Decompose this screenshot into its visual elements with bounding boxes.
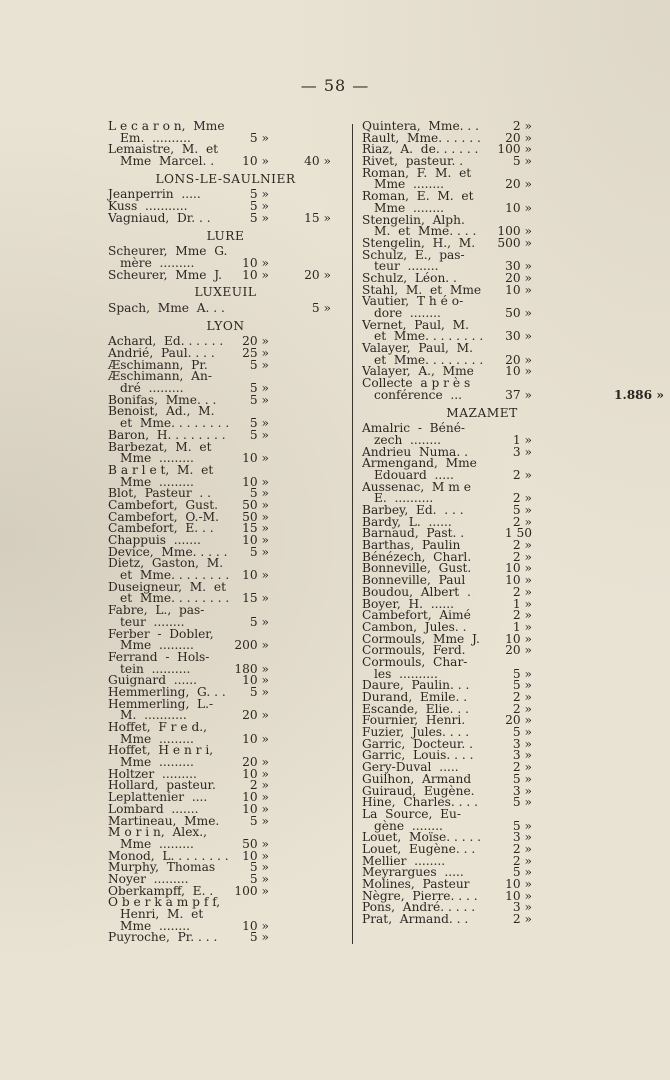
entry-name: dore ........ [374, 306, 441, 320]
list-entry [108, 932, 343, 944]
entry-name: Meyrargues ..... [362, 865, 464, 880]
entry-amount: 50 » [505, 306, 532, 320]
entry-name: M. et Mme. . . . [374, 224, 477, 239]
section-heading [108, 228, 343, 243]
entry-amount: 10 » [505, 364, 532, 379]
entry-name: Mme ......... [120, 836, 194, 851]
entry-amount: 2 » [512, 538, 532, 553]
entry-amount: 5 » [512, 865, 532, 880]
entry-name: L e c a r o n, Mme [108, 119, 225, 133]
entry-name: Bardy, L. ...... [362, 514, 452, 529]
entry-amount: 50 » [242, 836, 269, 851]
list-entry [108, 210, 343, 225]
entry-name: Cormouls, Char- [362, 654, 468, 669]
entry-amount: 5 » [249, 381, 269, 396]
entry-name: B a r l e t, M. et [108, 462, 214, 477]
entry-name: Bonneville, Gust. [362, 561, 472, 576]
entry-amount: 15 » [242, 591, 269, 606]
entry-amount: 10 » [242, 918, 269, 933]
entry-amount: 5 » [249, 860, 269, 875]
section-heading-text: LYON [206, 318, 245, 333]
entry-name: Chappuis ....... [108, 533, 201, 547]
section-heading-text: LURE [206, 228, 245, 243]
entry-name: Mme ........ [120, 918, 190, 933]
entry-amount: 10 » [242, 533, 269, 547]
entry-name: Lombard ....... [108, 801, 199, 816]
entry-amount: 30 » [505, 329, 532, 344]
entry-amount: 5 » [249, 357, 269, 372]
entry-amount: 10 » [505, 888, 532, 903]
entry-amount: 10 » [505, 631, 532, 646]
section-heading [108, 287, 343, 299]
entry-amount: 2 » [512, 912, 532, 927]
entry-amount: 20 » [242, 708, 269, 723]
entry-amount: 3 » [512, 736, 532, 751]
entry-amount: 10 » [242, 154, 269, 169]
entry-name: M o r i n, Alex., [108, 825, 208, 840]
entry-amount: 100 » [497, 224, 532, 239]
entry-name: et Mme. . . . . . . . [120, 591, 230, 606]
entry-amount: 5 » [249, 614, 269, 629]
entry-amount: 2 » [512, 701, 532, 716]
entry-name: Monod, L. . . . . . . . [108, 848, 229, 863]
entry-name: Edouard ..... [374, 467, 454, 482]
entry-name: Æschimann, An- [108, 369, 212, 384]
entry-name: Rivet, pasteur. . [362, 154, 464, 169]
entry-name: Mme ........ [374, 200, 444, 215]
entry-name: Schulz, Léon. . [362, 270, 457, 285]
entry-name: Guilhon, Armand [362, 771, 472, 786]
entry-amount: 20 » [505, 130, 532, 145]
entry-amount: 2 » [512, 690, 532, 704]
entry-name: Henri, M. et [120, 907, 204, 921]
entry-amount: 5 » [249, 684, 269, 699]
entry-name: Stengelin, H., M. [362, 235, 476, 250]
entry-name: Hine, Charles. . . . [362, 795, 478, 810]
entry-name: Æschimann, Pr. [108, 357, 208, 372]
entry-amount: 10 » [242, 766, 269, 781]
entry-name: Barnaud, Past. . [362, 526, 465, 541]
entry-name: Amalric - Béné- [362, 421, 466, 436]
entry-amount: 5 » [249, 187, 269, 202]
entry-amount: 20 » [505, 643, 532, 658]
entry-name: teur ........ [374, 259, 439, 274]
entry-amount: 2 » [512, 853, 532, 868]
entry-name: Duseigneur, M. et [108, 579, 227, 594]
entry-name: Hoffet, H e n r i, [108, 743, 214, 758]
entry-name: Boyer, H. ...... [362, 596, 454, 611]
entry-name: Scheurer, Mme G. [108, 244, 228, 259]
entry-name: Cambon, Jules. . [362, 619, 467, 634]
entry-name: Andrié, Paul. . . . [108, 346, 215, 360]
entry-amount: 2 » [512, 119, 532, 133]
entry-amount: 20 » [505, 270, 532, 285]
entry-name: Mme ......... [120, 731, 194, 746]
entry-name: Stengelin, Alph. [362, 212, 465, 227]
entry-name: Dietz, Gaston, M. [108, 556, 224, 571]
entry-amount: 5 » [512, 725, 532, 740]
entry-name: Roman, E. M. et [362, 189, 474, 204]
entry-name: Ferber - Dobler, [108, 626, 214, 641]
entry-amount: 5 » [249, 392, 269, 407]
entry-amount: 5 » [512, 771, 532, 786]
entry-name: Device, Mme. . . . . [108, 544, 228, 559]
entry-amount: 15 » [242, 521, 269, 536]
entry-name: Em. .......... [120, 130, 191, 145]
column-divider [352, 124, 353, 944]
entry-name: Guignard ...... [108, 673, 198, 688]
entry-amount: 2 » [249, 778, 269, 793]
entry-name: Murphy, Thomas [108, 860, 216, 875]
entry-amount: 5 » [512, 154, 532, 169]
entry-name: Hemmerling, L.- [108, 696, 214, 711]
entry-name: Puyroche, Pr. . . . [108, 930, 218, 945]
section-total: 1.886 » [613, 387, 664, 402]
entry-amount: 3 » [512, 444, 532, 459]
entry-amount: 10 » [505, 573, 532, 588]
entry-amount: 25 » [242, 346, 269, 360]
entry-name: Louet, Moïse. . . . . [362, 830, 482, 845]
entry-amount: 10 » [505, 200, 532, 215]
entry-name: et Mme. . . . . . . . [374, 329, 484, 344]
entry-name: Mme ......... [120, 638, 194, 653]
entry-amount: 5 » [249, 813, 269, 828]
entry-name: et Mme. . . . . . . . [374, 352, 484, 367]
entry-amount: 500 » [497, 235, 532, 250]
entry-name: Mme ......... [120, 755, 194, 770]
entry-name: Quintera, Mme. . . [362, 119, 480, 133]
entry-amount: 1 » [512, 596, 532, 611]
entry-name: Prat, Armand. . . [362, 912, 469, 927]
entry-name: Rault, Mme. . . . . . [362, 130, 481, 145]
entry-amount: 10 » [242, 451, 269, 466]
entry-name: Armengand, Mme [362, 456, 477, 471]
entry-amount: 10 » [242, 255, 269, 270]
entry-name: Daure, Paulin. . . [362, 678, 470, 693]
entry-name: Mme ......... [120, 451, 194, 466]
entry-name: Jeanperrin ..... [108, 187, 201, 202]
entry-amount: 2 » [512, 549, 532, 564]
entry-name: Fabre, L., pas- [108, 603, 205, 618]
entry-amount: 5 » [249, 210, 269, 225]
entry-name: Guiraud, Eugène. [362, 783, 475, 798]
entry-amount: 1 » [512, 619, 532, 634]
entry-amount: 10 » [505, 561, 532, 576]
entry-name: Hemmerling, G. . . [108, 684, 226, 699]
section-heading-text: MAZAMET [446, 405, 518, 420]
entry-name: Scheurer, Mme J. [108, 267, 223, 282]
entry-name: Valayer, Paul, M. [362, 341, 473, 356]
entry-name: tein .......... [120, 661, 191, 676]
entry-amount: 3 » [512, 830, 532, 845]
entry-amount: 10 » [242, 568, 269, 583]
entry-name: Spach, Mme A. . . [108, 300, 225, 315]
entry-name: Leplattenier .... [108, 790, 208, 805]
entry-amount: 5 » [249, 427, 269, 442]
entry-amount: 50 » [242, 497, 269, 512]
entry-name: Cormouls, Mme J. [362, 631, 480, 646]
entry-amount: 5 » [512, 678, 532, 693]
entry-amount: 3 » [512, 783, 532, 798]
entry-name: Mellier ........ [362, 853, 446, 868]
entry-name: Fournier, Henri. [362, 713, 466, 728]
entry-amount: 20 » [505, 713, 532, 728]
entry-amount: 50 » [242, 509, 269, 524]
entry-amount: 20 » [242, 755, 269, 770]
entry-amount: 2 » [512, 491, 532, 506]
list-entry [362, 914, 602, 926]
entry-name: Baron, H. . . . . . . . [108, 427, 226, 442]
section-heading [108, 171, 343, 186]
section-total: 20 » [304, 267, 331, 282]
entry-name: Cambefort, E. . . [108, 521, 214, 536]
entry-name: Cormouls, Ferd. [362, 643, 466, 658]
entry-name: zech ........ [374, 432, 442, 447]
list-entry [108, 156, 343, 168]
section-heading-text: LONS-LE-SAULNIER [155, 171, 296, 186]
entry-name: Vautier, T h é o- [362, 294, 464, 309]
entry-name: Bénézech, Charl. [362, 549, 472, 564]
entry-amount: 10 » [242, 673, 269, 688]
entry-name: Riaz, A. de. . . . . . [362, 142, 479, 157]
entry-name: Pons, André. . . . . [362, 900, 476, 915]
entry-name: et Mme. . . . . . . . [120, 416, 230, 431]
entry-name: Valayer, A., Mme [362, 364, 474, 379]
entry-amount: 10 » [242, 267, 269, 282]
entry-name: Cambefort, Aimé [362, 608, 471, 623]
entry-amount: 5 » [249, 199, 269, 214]
list-entry [108, 300, 343, 315]
entry-amount: 1 » [512, 432, 532, 447]
entry-amount: 100 » [234, 883, 269, 898]
entry-name: Achard, Ed. . . . . . [108, 334, 224, 349]
entry-name: Mme ........ [374, 177, 444, 192]
entry-name: Bonifas, Mme. . . [108, 392, 217, 407]
right-column [362, 119, 664, 927]
entry-amount: 5 » [249, 930, 269, 945]
entry-amount: 180 » [234, 661, 269, 676]
entry-name: Gery-Duval ..... [362, 760, 459, 775]
entry-amount: 2 » [512, 841, 532, 856]
entry-name: Vernet, Paul, M. [362, 317, 469, 332]
entry-amount: 5 » [512, 818, 532, 833]
entry-name: Kuss ........... [108, 199, 188, 214]
entry-name: Mme Marcel. . [120, 154, 215, 169]
entry-name: Barbezat, M. et [108, 439, 212, 454]
entry-amount: 1 50 [504, 526, 532, 541]
entry-name: Nègre, Pierre. . . . [362, 888, 478, 903]
entry-name: Benoist, Ad., M. [108, 404, 215, 419]
entry-name: et Mme. . . . . . . . [120, 568, 230, 583]
entry-name: M. ........... [120, 708, 187, 723]
section-heading-text: LUXEUIL [194, 285, 257, 300]
entry-name: Martineau, Mme. [108, 813, 220, 828]
entry-amount: 5 » [249, 544, 269, 559]
entry-amount: 100 » [497, 142, 532, 157]
entry-amount: 20 » [242, 334, 269, 349]
entry-name: Collecte a p r è s [362, 376, 471, 391]
entry-name: O b e r k a m p f f, [108, 895, 221, 910]
entry-name: Hoffet, F r e d., [108, 720, 208, 734]
entry-name: Mme ......... [120, 474, 194, 489]
entry-name: Hollard, pasteur. [108, 778, 216, 793]
list-entry [362, 387, 664, 402]
entry-amount: 20 » [505, 177, 532, 192]
entry-amount: 10 » [242, 801, 269, 816]
entry-amount: 5 » [249, 486, 269, 501]
entry-amount: 2 » [512, 514, 532, 529]
entry-name: Lemaistre, M. et [108, 142, 219, 157]
list-entry [108, 267, 343, 282]
entry-amount: 5 » [249, 871, 269, 886]
entry-amount: 20 » [505, 352, 532, 367]
entry-amount: 2 » [512, 584, 532, 599]
entry-name: Schulz, E., pas- [362, 247, 465, 262]
entry-amount: 5 » [512, 503, 532, 517]
entry-name: Cambefort, Gust. [108, 497, 218, 512]
entry-amount: 5 » [512, 666, 532, 681]
entry-amount: 2 » [512, 760, 532, 775]
entry-name: Garric, Louis. . . . [362, 748, 474, 763]
section-heading [108, 318, 343, 333]
section-total: 5 » [311, 300, 331, 315]
section-total: 40 » [304, 154, 331, 169]
entry-amount: 30 » [505, 259, 532, 274]
entry-name: Noyer ......... [108, 871, 189, 886]
entry-name: Louet, Eugène. . . [362, 841, 476, 856]
entry-name: Cambefort, O.-M. [108, 509, 219, 524]
entry-amount: 3 » [512, 748, 532, 763]
entry-name: La Source, Eu- [362, 806, 461, 821]
entry-amount: 3 » [512, 900, 532, 915]
entry-name: Boudou, Albert . [362, 584, 471, 599]
entry-name: mère ......... [120, 255, 195, 270]
entry-name: Escande, Elie. . . [362, 701, 470, 716]
entry-name: E. .......... [374, 491, 434, 506]
entry-name: Garric, Docteur. . [362, 736, 474, 751]
entry-name: Andrieu Numa. . [362, 444, 468, 459]
entry-amount: 10 » [505, 877, 532, 891]
entry-amount: 37 » [505, 387, 532, 402]
entry-amount: 10 » [242, 474, 269, 489]
entry-amount: 10 » [242, 790, 269, 805]
entry-amount: 10 » [505, 282, 532, 297]
entry-amount: 5 » [249, 130, 269, 145]
entry-name: Barthas, Paulin [362, 538, 461, 553]
entry-amount: 2 » [512, 608, 532, 623]
section-total: 15 » [304, 210, 331, 225]
entry-amount: 200 » [234, 638, 269, 653]
entry-name: gène ........ [374, 818, 443, 833]
entry-name: dré ......... [120, 381, 184, 396]
entry-name: Barbey, Ed. . . . [362, 503, 464, 517]
entry-name: Vagniaud, Dr. . . [108, 210, 211, 225]
entry-name: Aussenac, M m e [362, 479, 471, 494]
entry-name: Stahl, M. et Mme [362, 282, 482, 297]
entry-name: Roman, F. M. et [362, 165, 472, 180]
entry-amount: 5 » [249, 416, 269, 431]
entry-amount: 10 » [242, 848, 269, 863]
entry-name: conférence ... [374, 387, 463, 402]
entry-name: Ferrand - Hols- [108, 649, 210, 664]
entry-name: Durand, Emile. . [362, 690, 468, 704]
section-heading [362, 405, 602, 420]
entry-name: les .......... [374, 666, 438, 681]
entry-amount: 2 » [512, 467, 532, 482]
entry-name: teur ........ [120, 614, 185, 629]
entry-name: Oberkampff, E. . [108, 883, 214, 898]
entry-name: Holtzer ......... [108, 766, 197, 781]
entry-amount: 10 » [242, 731, 269, 746]
entry-amount: 5 » [512, 795, 532, 810]
entry-name: Blot, Pasteur . . [108, 486, 212, 501]
left-column [108, 121, 343, 944]
entry-name: Bonneville, Paul [362, 573, 466, 588]
entry-name: Fuzier, Jules. . . . [362, 725, 470, 740]
page-number: — 58 — [300, 76, 370, 95]
entry-name: Molines, Pasteur [362, 877, 470, 891]
